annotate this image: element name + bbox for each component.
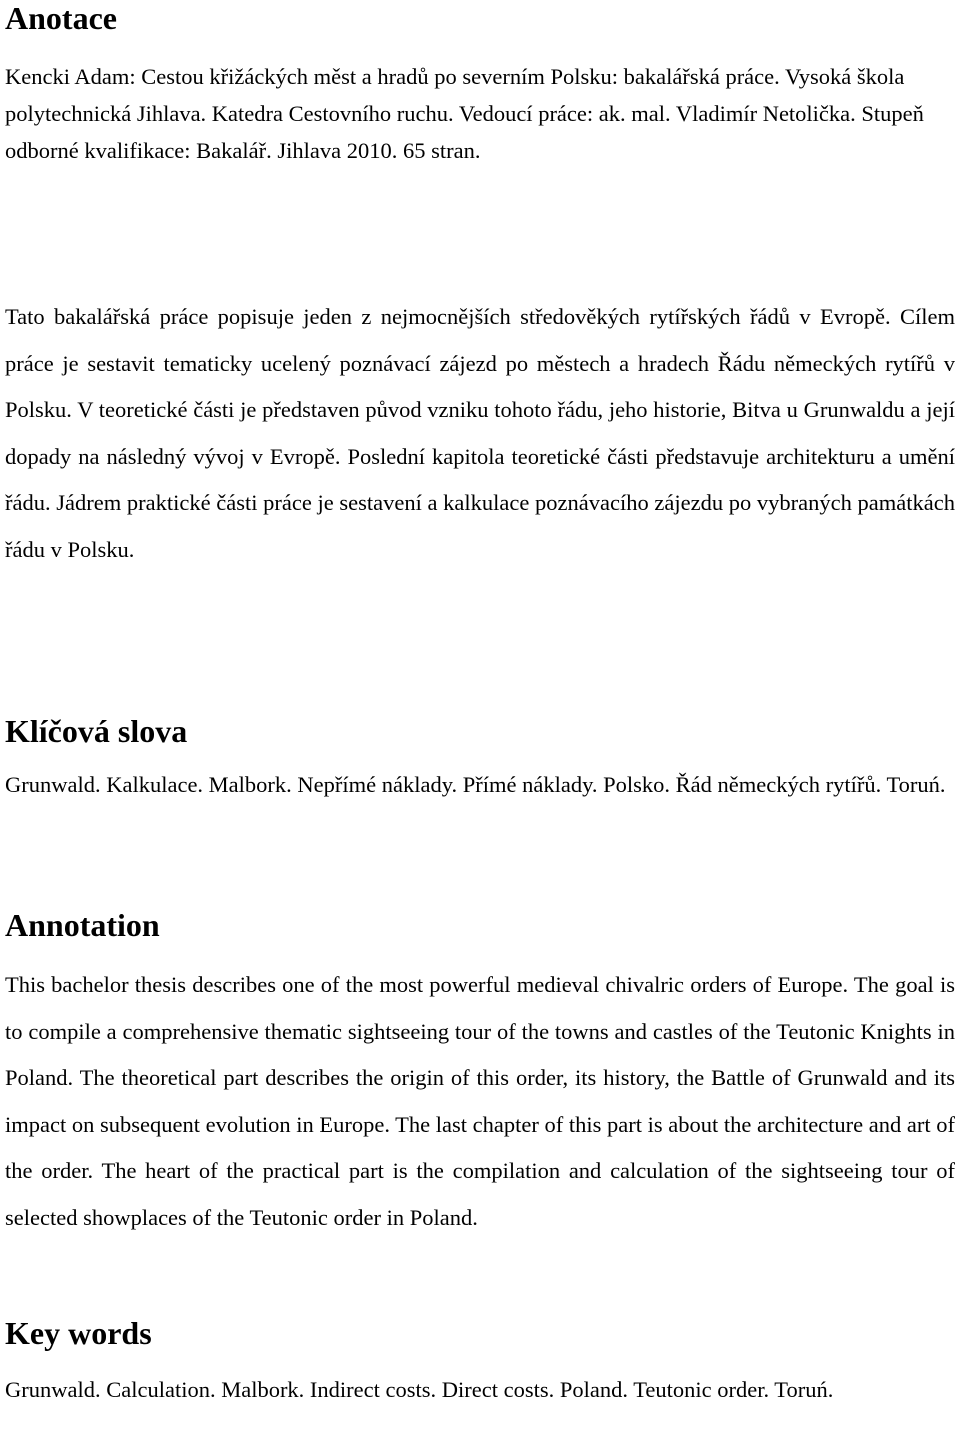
klicova-slova-heading: Klíčová slova (5, 713, 188, 749)
english-abstract: This bachelor thesis describes one of the most powerful medieval chivalric orders of Europe. The goal is to compile a comprehensive thematic sightseeing tour of the towns and castles of the Teutonic Knights in Poland. The theoretical part describes the origin of this order, its history, the Battle of Grunwald and its impact on subsequent evolution in Europe. The last chapter of this part is about the architecture and art of the order. The heart of the practical part is the compilation and calculation of the sightseeing tour of selected showplaces of the Teutonic order in Poland. (5, 972, 955, 1230)
czech-keywords: Grunwald. Kalkulace. Malbork. Nepřímé náklady. Přímé náklady. Polsko. Řád německých rytířů. Toruń. (5, 772, 946, 797)
english-keywords: Grunwald. Calculation. Malbork. Indirect costs. Direct costs. Poland. Teutonic order. Toruń. (5, 1377, 834, 1402)
annotation-heading: Annotation (5, 907, 160, 943)
key-words-heading: Key words (5, 1315, 152, 1351)
anotace-heading: Anotace (5, 0, 117, 36)
czech-abstract: Tato bakalářská práce popisuje jeden z nejmocnějších středověkých rytířských řádů v Evropě. Cílem práce je sestavit tematicky ucelený poznávací zájezd po městech a hradech Řádu německých rytířů v Polsku. V teoretické části je představen původ vzniku tohoto řádu, jeho historie, Bitva u Grunwaldu a její dopady na následný vývoj v Evropě. Poslední kapitola teoretické části představuje architekturu a umění řádu. Jádrem praktické části práce je sestavení a kalkulace poznávacího zájezdu po vybraných památkách řádu v Polsku. (5, 304, 955, 562)
bibliographic-citation: Kencki Adam: Cestou křižáckých měst a hradů po severním Polsku: bakalářská práce. Vysoká škola polytechnická Jihlava. Katedra Cestovního ruchu. Vedoucí práce: ak. mal. Vladimír Netolička. Stupeň odborné kvalifikace: Bakalář. Jihlava 2010. 65 stran. (5, 64, 924, 163)
